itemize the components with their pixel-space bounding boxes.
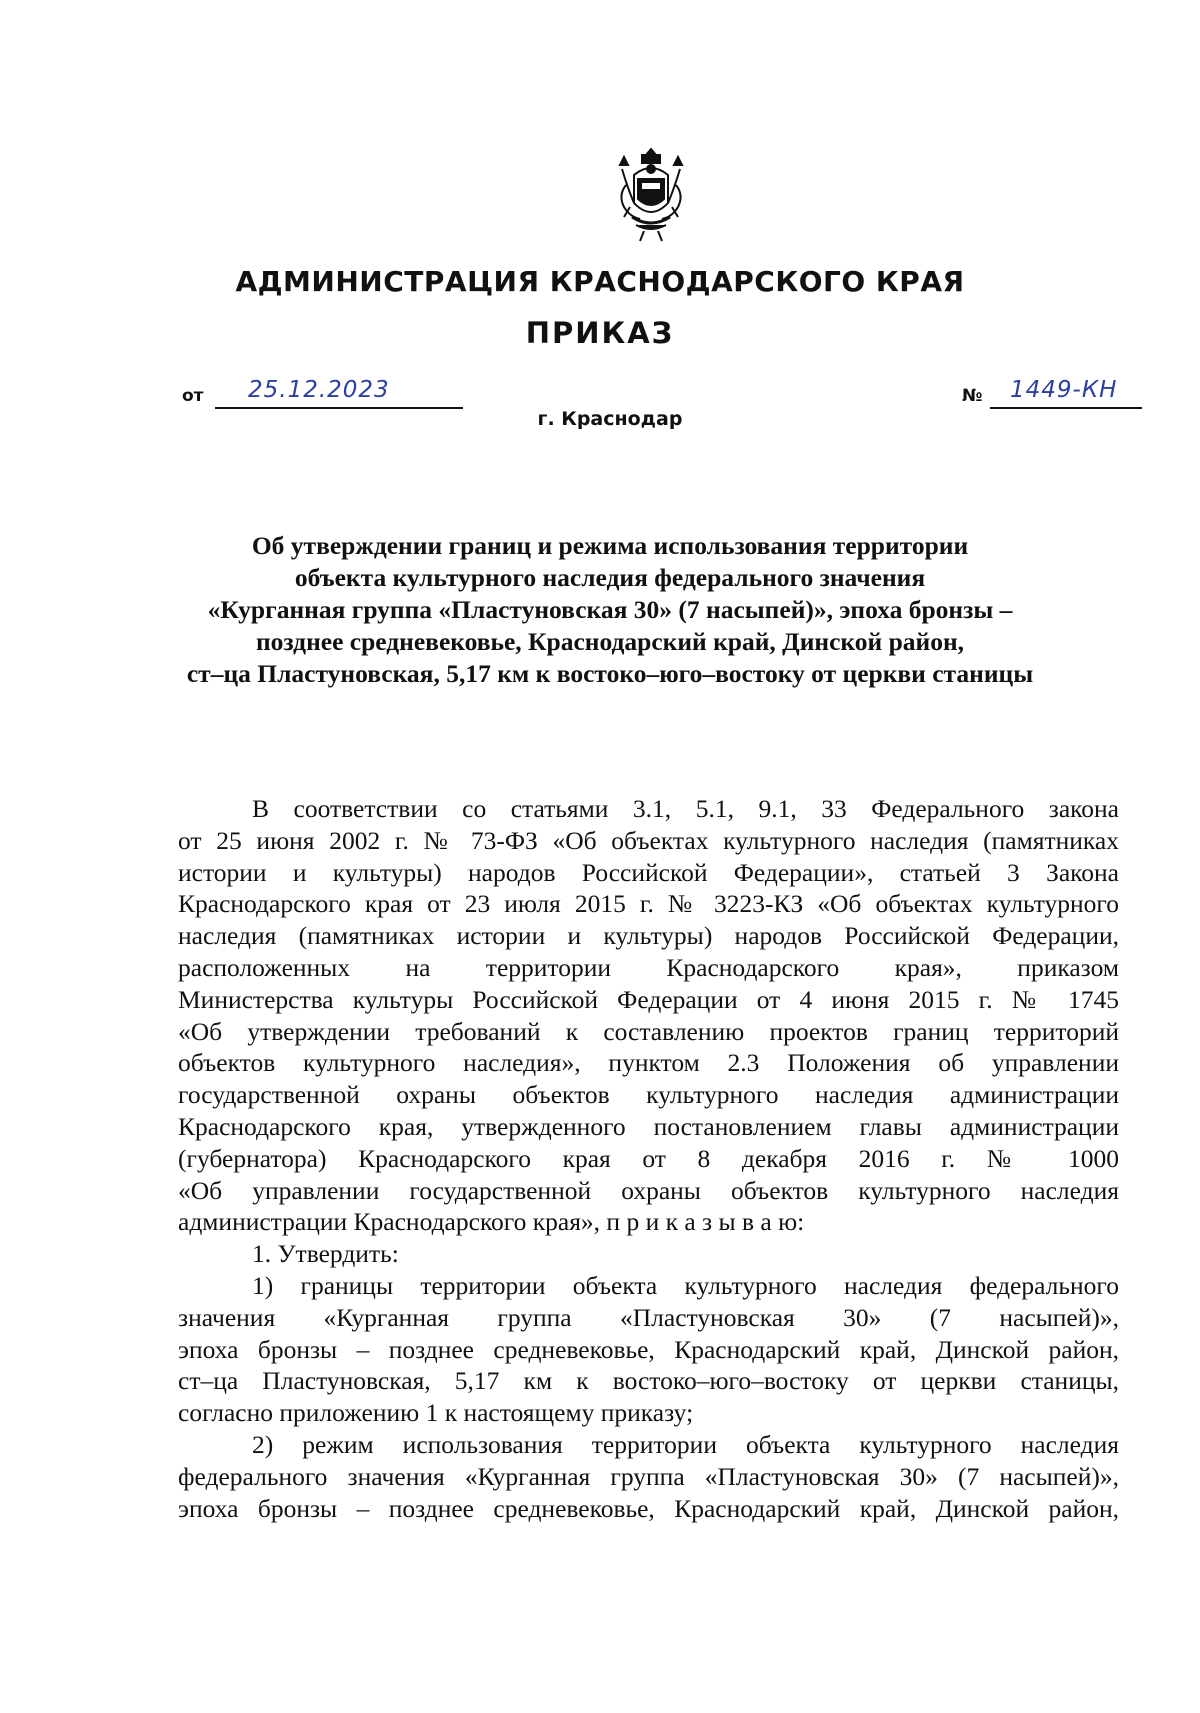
date-label: от xyxy=(182,386,204,406)
body-line: 2) режим использования территории объекта культурного наследия xyxy=(252,1429,1119,1459)
body-line: согласно приложению 1 к настоящему приказу; xyxy=(178,1398,694,1428)
title-line: ст–ца Пластуновская, 5,17 км к востоко–юго–востоку от церкви станицы xyxy=(186,659,1034,688)
body-line: администрации Краснодарского края», п р и к а з ы в а ю: xyxy=(178,1207,805,1237)
body-line: В соответствии со статьями 3.1, 5.1, 9.1, 33 Федерального закона xyxy=(252,794,1119,823)
body-line: истории и культуры) народов Российской Федерации», статьей 3 Закона xyxy=(178,857,1119,887)
number-label: № xyxy=(962,386,983,406)
organization-name: АДМИНИСТРАЦИЯ КРАСНОДАРСКОГО КРАЯ xyxy=(235,265,965,298)
body-line: (губернатора) Краснодарского края от 8 декабря 2016 г. № 1000 xyxy=(178,1143,1119,1173)
body-line: расположенных на территории Краснодарского края», приказом xyxy=(178,952,1119,982)
date-value: 25.12.2023 xyxy=(248,377,390,403)
body-line: Краснодарского края от 23 июля 2015 г. № 3223-КЗ «Об объектах культурного xyxy=(178,889,1119,919)
body-line: наследия (памятниках истории и культуры) народов Российской Федерации, xyxy=(178,921,1119,951)
body-line: «Об утверждении требований к составлению проектов границ территорий xyxy=(178,1016,1119,1046)
body-line: федерального значения «Курганная группа «Пластуновская 30» (7 насыпей)», xyxy=(178,1461,1119,1491)
number-value: 1449-КН xyxy=(1010,377,1118,403)
body-line: эпоха бронзы – позднее средневековье, Краснодарский край, Динской район, xyxy=(178,1334,1119,1364)
body-line: Министерства культуры Российской Федерации от 4 июня 2015 г. № 1745 xyxy=(178,984,1119,1014)
city: г. Краснодар xyxy=(537,408,683,430)
krasnodar-coat-of-arms-icon xyxy=(612,145,690,243)
document-body xyxy=(178,793,1119,1524)
document-type: ПРИКАЗ xyxy=(525,316,675,350)
body-line: эпоха бронзы – позднее средневековье, Краснодарский край, Динской район, xyxy=(178,1493,1119,1523)
body-line: Краснодарского края, утвержденного постановлением главы администрации xyxy=(178,1111,1119,1141)
title-line: объекта культурного наследия федерального значения xyxy=(294,563,926,592)
body-line: государственной охраны объектов культурного наследия администрации xyxy=(178,1080,1119,1110)
document-title xyxy=(160,530,1060,690)
body-line: от 25 июня 2002 г. № 73-ФЗ «Об объектах культурного наследия (памятниках xyxy=(178,825,1119,855)
title-line: позднее средневековье, Краснодарский край, Динской район, xyxy=(255,627,965,656)
body-line: «Об управлении государственной охраны объектов культурного наследия xyxy=(178,1175,1119,1205)
body-line: значения «Курганная группа «Пластуновская 30» (7 насыпей)», xyxy=(178,1302,1119,1332)
title-line: «Курганная группа «Пластуновская 30» (7 насыпей)», эпоха бронзы – xyxy=(207,595,1013,624)
body-line: ст–ца Пластуновская, 5,17 км к востоко–юго–востоку от церкви станицы, xyxy=(178,1366,1119,1396)
title-line: Об утверждении границ и режима использования территории xyxy=(251,531,969,560)
body-line: объектов культурного наследия», пунктом 2.3 Положения об управлении xyxy=(178,1048,1119,1078)
body-line: 1. Утвердить: xyxy=(252,1239,399,1269)
body-line: 1) границы территории объекта культурного наследия федерального xyxy=(252,1270,1119,1300)
